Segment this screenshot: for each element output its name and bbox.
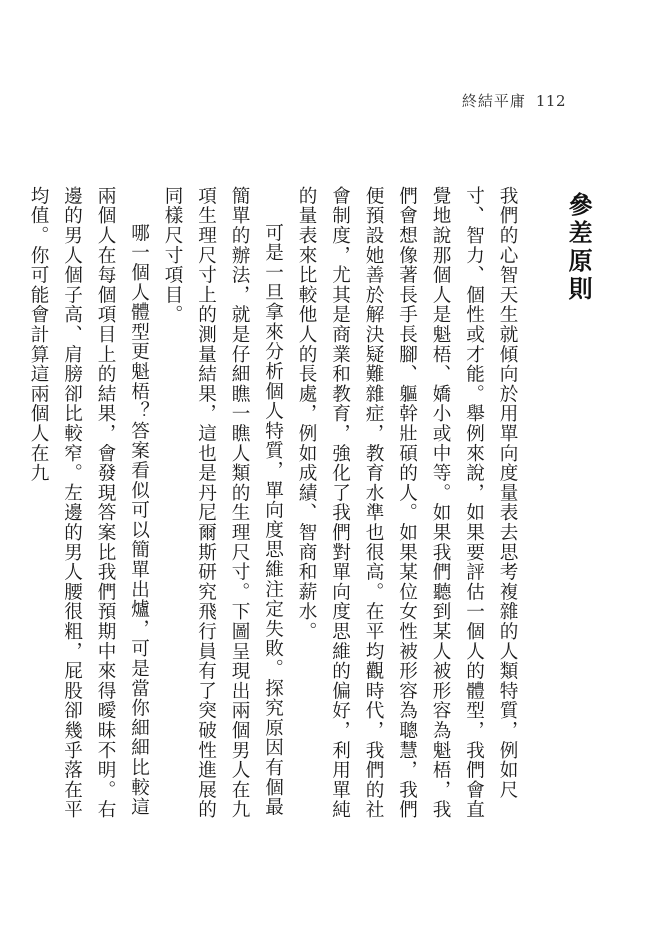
paragraph: 哪一個人體型更魁梧？答案看似可以簡單出爐，可是當你細細比較這兩個人在每個項目上的結果，會發現答案比我們預期中來得曖昧不明。右邊的男人個子高、肩膀卻比較窄。左邊的男人腰很粗，屁股卻幾乎落在平均值。你可能會計算這兩個人在九 [28, 186, 150, 820]
running-header [462, 90, 566, 111]
paragraph: 可是一旦拿來分析個人特質，單向度思維注定失敗。探究原因有個最簡單的辦法，就是仔細瞧一瞧人類的生理尺寸。下圖呈現出兩個男人在九項生理尺寸上的測量結果，這也是丹尼爾斯研究飛行員有了突破性進展的同樣尺寸項目。 [162, 186, 284, 820]
chapter-heading: 參差原則 [564, 192, 594, 304]
body-text [28, 186, 524, 831]
page-number: 112 [535, 92, 566, 110]
paragraph: 我們的心智天生就傾向於用單向度量表去思考複雜的人類特質，例如尺寸、智力、個性或才能。舉例來說，如果要評估一個人的體型，我們會直覺地說那個人是魁梧、嬌小或中等。如果我們聽到某人被形容為魁梧，我們會想像著長手長腳、軀幹壯碩的人。如果某位女性被形容為聰慧，我們便預設她善於解決疑難雜症，教育水準也很高。在平均觀時代，我們的社會制度，尤其是商業和教育，強化了我們對單向度思維的偏好，利用單純的量表來比較他人的長處，例如成績、智商和薪水。 [296, 186, 518, 820]
book-title: 終結平庸 [461, 92, 526, 110]
